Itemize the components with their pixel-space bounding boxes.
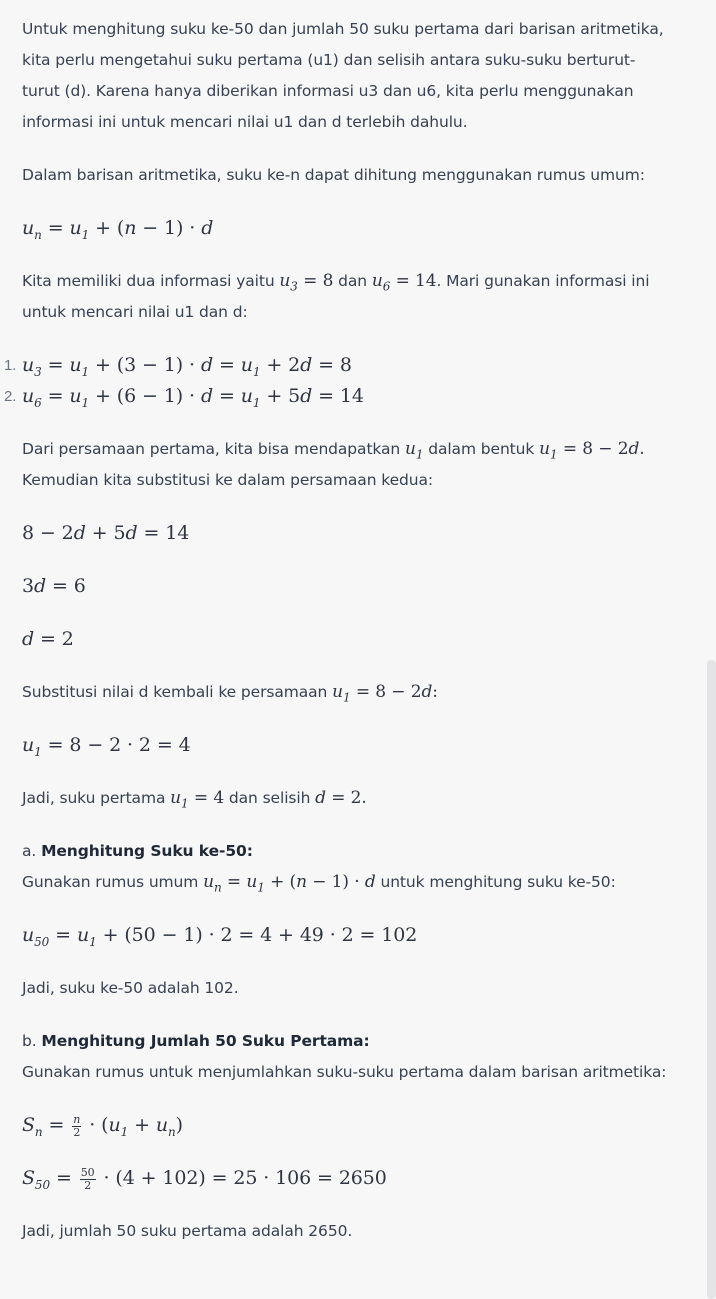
formula-intro-paragraph: Dalam barisan aritmetika, suku ke-n dapat dihitung menggunakan rumus umum: [22,166,645,184]
s50-equation: $S_{50}$ = $\frac{50}{2}$ · (4 + 102) = 25 · 106 = 2650 [22,1165,387,1192]
section-a-text: Gunakan rumus umum $u_n = u_1 + (n - 1) \cdot d$ untuk menghitung suku ke-50: [22,872,616,895]
u50-equation: $u_{50} = u_1 + (50 - 1) \cdot 2 = 4 + 49 \cdot 2 = 102$ [22,924,418,949]
simplified-equation: 3d = 6 [22,575,86,597]
u6-equation: $u_6 = 14$ [371,271,437,294]
intro-paragraph: Untuk menghitung suku ke-50 dan jumlah 50 suku pertama dari barisan aritmetika, kita perlu mengetahui suku pertama (u1) dan selisih antara suku-suku berturut-turut (d). Karena hanya diberikan informasi u3 dan u6, kita perlu menggunakan informasi ini untuk mencari nilai u1 dan d terlebih dahulu. [22,20,664,131]
section-a-result: Jadi, suku ke-50 adalah 102. [22,979,239,997]
equation-u6: $u_6 = u_1 + (6 - 1) \cdot d = u_1 + 5d = 14$ [22,385,364,410]
chat-message-content [4,14,672,1247]
substitution-paragraph: Substitusi nilai d kembali ke persamaan $u_1 = 8 - 2d$: [22,682,438,705]
section-b-heading: b. Menghitung Jumlah 50 Suku Pertama: [22,1032,370,1050]
list-index: 1. [4,357,17,374]
info-paragraph: Kita memiliki dua informasi yaitu $u_3 = 8$ dan $u_6 = 14$. Mari gunakan informasi ini untuk mencari nilai u1 dan d: [22,271,650,321]
list-item [4,350,672,381]
scrollbar[interactable] [707,660,716,1299]
u3-equation: $u_3 = 8$ [279,271,334,294]
equation-list [4,350,672,412]
equation-u3: $u_3 = u_1 + (3 - 1) \cdot d = u_1 + 2d = 8$ [22,354,352,379]
u1-value: $u_1 = 8 - 2 \cdot 2 = 4$ [22,734,191,759]
derivation-paragraph: Dari persamaan pertama, kita bisa mendapatkan $u_1$ dalam bentuk $u_1 = 8 - 2d$. Kemudian kita substitusi ke dalam persamaan kedua: [22,439,645,489]
substitution-equation: 8 − 2d + 5d = 14 [22,522,190,544]
d-value: d = 2 [22,628,74,650]
section-a-heading: a. Menghitung Suku ke-50: [22,842,253,860]
sum-formula: $S_n$ = $\frac{n}{2}$ · $(u_1 + u_n)$ [22,1112,183,1139]
section-b-result: Jadi, jumlah 50 suku pertama adalah 2650. [22,1222,353,1240]
list-index: 2. [4,388,17,405]
section-b-text: Gunakan rumus untuk menjumlahkan suku-suku pertama dalam barisan aritmetika: [22,1063,667,1081]
summary-paragraph: Jadi, suku pertama $u_1 = 4$ dan selisih d = 2. [22,788,367,811]
list-item [4,381,672,412]
general-formula: $u_n = u_1 + (n - 1) \cdot d$ [22,217,214,242]
